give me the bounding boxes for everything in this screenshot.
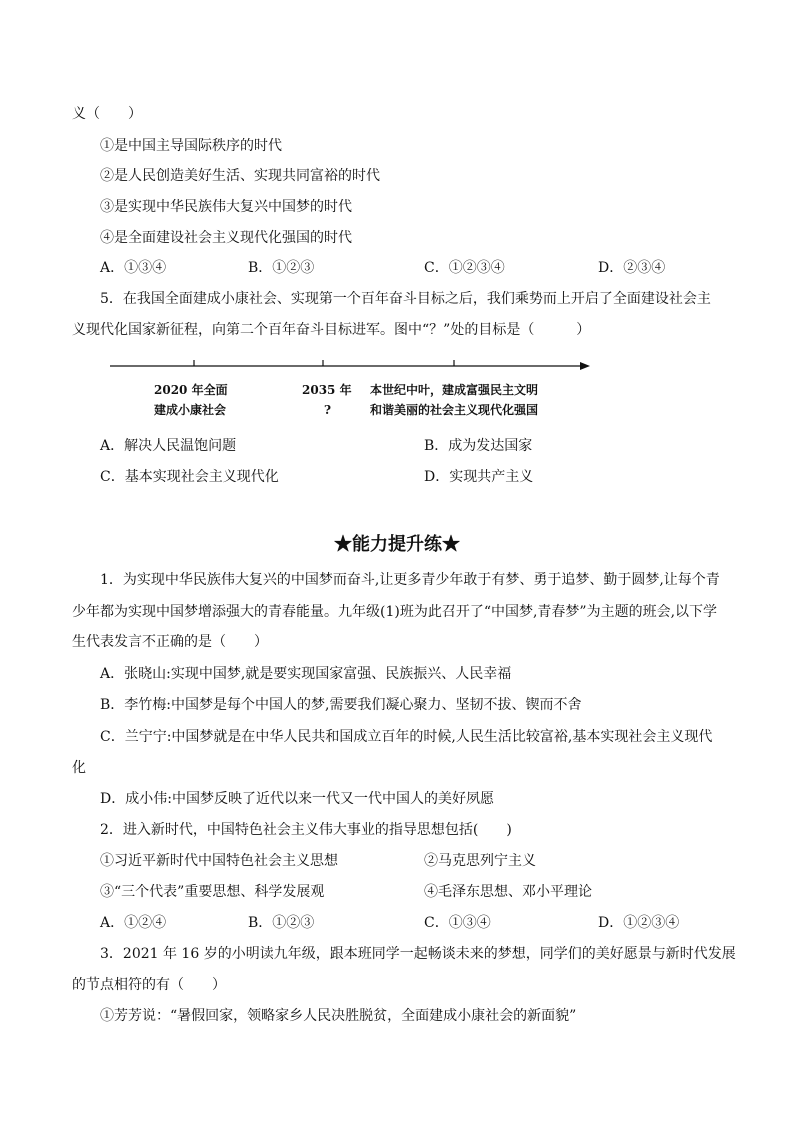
timeline-arrowhead [580, 362, 590, 370]
q4-option-a: A．①③④ [100, 260, 167, 276]
q5-timeline-figure [110, 352, 590, 428]
q5-option-c: C．基本实现社会主义现代化 [100, 469, 279, 485]
p2-stem: 2．进入新时代，中国特色社会主义伟大事业的指导思想包括( ) [100, 822, 512, 838]
q5-stem-line2: 义现代化国家新征程，向第二个百年奋斗目标进军。图中“？”处的目标是（ ） [72, 322, 591, 338]
q4-item-2: ②是人民创造美好生活、实现共同富裕的时代 [100, 168, 380, 184]
p1-stem-line1: 1．为实现中华民族伟大复兴的中国梦而奋斗,让更多青少年敢于有梦、勇于追梦、勤于圆梦,让每个青 [100, 572, 720, 588]
p2-option-d: D．①②③④ [598, 915, 680, 931]
p1-option-b: B．李竹梅:中国梦是每个中国人的梦,需要我们凝心聚力、坚韧不拔、锲而不舍 [100, 697, 582, 713]
p1-option-c-cont: 化 [72, 760, 86, 776]
p1-option-d: D．成小伟:中国梦反映了近代以来一代又一代中国人的美好夙愿 [100, 791, 494, 807]
p2-item-2: ②马克思列宁主义 [424, 853, 536, 869]
q5-option-b: B．成为发达国家 [424, 438, 533, 454]
timeline-label-2035-line1: 2035 年 [302, 383, 352, 397]
p2-option-a: A．①②④ [100, 915, 167, 931]
q4-option-d: D．②③④ [598, 260, 666, 276]
p3-item-1: ①芳芳说：“暑假回家，领略家乡人民决胜脱贫，全面建成小康社会的新面貌” [100, 1008, 577, 1024]
timeline-label-2020-line1: 2020 年全面 [154, 383, 228, 397]
section-title: ★能力提升练★ [334, 534, 460, 555]
q5-option-d: D．实现共产主义 [424, 469, 534, 485]
p1-option-a: A．张晓山:实现中国梦,就是要实现国家富强、民族振兴、人民幸福 [100, 666, 512, 682]
p2-item-1: ①习近平新时代中国特色社会主义思想 [100, 853, 338, 869]
timeline-label-2020-line2: 建成小康社会 [154, 403, 227, 417]
q4-option-c: C．①②③④ [424, 260, 505, 276]
p1-stem-line3: 生代表发言不正确的是（ ） [72, 634, 268, 650]
p3-stem-line2: 的节点相符的有（ ） [72, 977, 226, 993]
timeline-label-2035-line2: ? [324, 403, 332, 417]
p1-stem-line2: 少年都为实现中国梦增添强大的青春能量。九年级(1)班为此召开了“中国梦,青春梦”为主题的班会,以下学 [72, 604, 718, 620]
timeline-label-midcentury-line2: 和谐美丽的社会主义现代化强国 [370, 403, 539, 417]
q4-item-3: ③是实现中华民族伟大复兴中国梦的时代 [100, 199, 352, 215]
p1-option-c: C．兰宁宁:中国梦就是在中华人民共和国成立百年的时候,人民生活比较富裕,基本实现社会主义现代 [100, 729, 713, 745]
p2-option-b: B．①②③ [248, 915, 315, 931]
p2-option-c: C．①③④ [424, 915, 491, 931]
p3-stem-line1: 3．2021 年 16 岁的小明读九年级，跟本班同学一起畅谈未来的梦想，同学们的美好愿景与新时代发展 [100, 946, 736, 962]
q4-item-1: ①是中国主导国际秩序的时代 [100, 138, 282, 154]
q5-option-a: A．解决人民温饱问题 [100, 438, 237, 454]
timeline-label-midcentury-line1: 本世纪中叶，建成富强民主文明 [370, 383, 539, 397]
p2-item-3: ③“三个代表”重要思想、科学发展观 [100, 884, 325, 900]
q4-stem-end: 义（ ） [72, 106, 142, 122]
q4-item-4: ④是全面建设社会主义现代化强国的时代 [100, 230, 352, 246]
q5-stem-line1: 5．在我国全面建成小康社会、实现第一个百年奋斗目标之后，我们乘势而上开启了全面建设社会主 [100, 291, 711, 307]
p2-item-4: ④毛泽东思想、邓小平理论 [424, 884, 592, 900]
q4-option-b: B．①②③ [248, 260, 315, 276]
